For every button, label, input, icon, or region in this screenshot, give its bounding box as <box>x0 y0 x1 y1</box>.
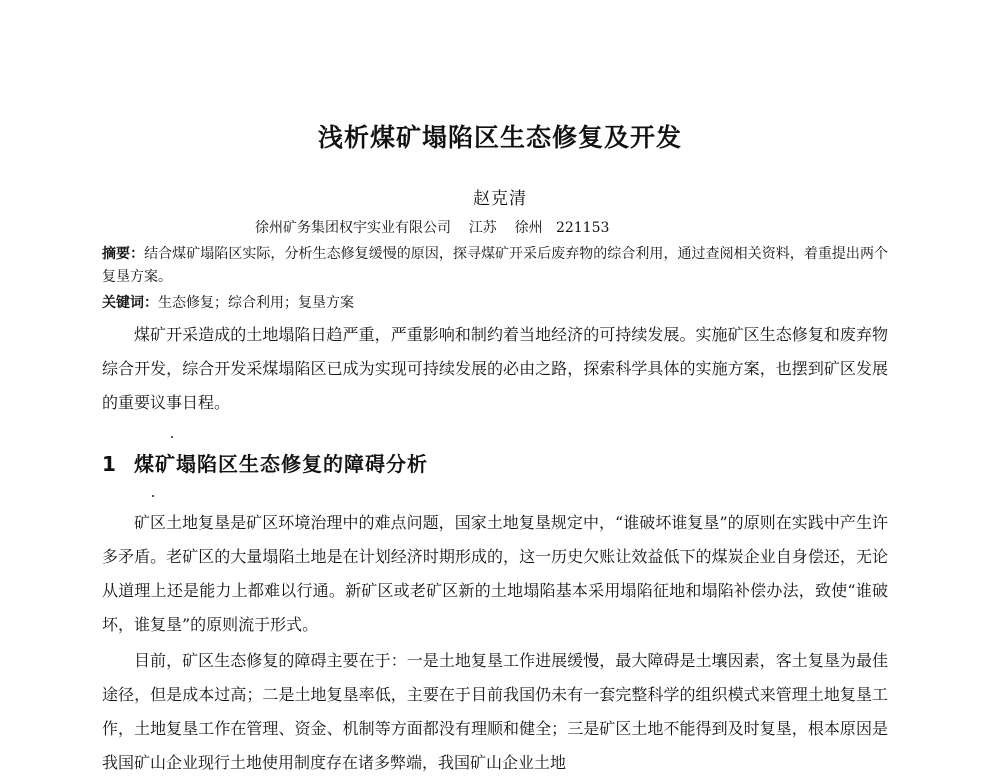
section-heading <box>102 448 428 477</box>
intro-paragraph: 煤矿开采造成的土地塌陷日趋严重，严重影响和制约着当地经济的可持续发展。实施矿区生态修复和废弃物综合开发，综合开发采煤塌陷区已成为实现可持续发展的必由之路，探索科学具体的实施方案，也摆到矿区发展的重要议事日程。 <box>102 325 888 412</box>
keywords-text: 生态修复；综合利用；复垦方案 <box>158 295 354 311</box>
section-number: 1 <box>102 452 117 476</box>
scan-speck <box>171 436 173 438</box>
paper-title: 浅析煤矿塌陷区生态修复及开发 <box>317 123 682 152</box>
abstract-label: 摘要： <box>102 246 145 262</box>
body-paragraph: 目前，矿区生态修复的障碍主要在于：一是土地复垦工作进展缓慢，最大障碍是土壤因素，客土复垦为最佳途径，但是成本过高；二是土地复垦率低，主要在于目前我国仍未有一套完整科学的组织模式来管理土地复垦工作，土地复垦工作在管理、资金、机制等方面都没有理顺和健全；三是矿区土地不能得到及时复垦，根本原因是我国矿山企业现行土地使用制度存在诸多弊端，我国矿山企业土地 <box>102 651 888 772</box>
keywords-label: 关键词： <box>102 295 158 311</box>
scan-speck <box>152 495 154 497</box>
author-name: 赵克清 <box>473 189 527 209</box>
author-affiliation: 徐州矿务集团权宇实业有限公司 江苏 徐州 221153 <box>255 220 610 236</box>
section-title: 煤矿塌陷区生态修复的障碍分析 <box>134 452 428 476</box>
abstract-text: 结合煤矿塌陷区实际，分析生态修复缓慢的原因，探寻煤矿开采后废弃物的综合利用，通过查阅相关资料，着重提出两个复垦方案。 <box>102 246 888 285</box>
keywords <box>102 292 354 312</box>
body-paragraph: 矿区土地复垦是矿区环境治理中的难点问题，国家土地复垦规定中，“谁破坏谁复垦”的原则在实践中产生许多矛盾。老矿区的大量塌陷土地是在计划经济时期形成的，这一历史欠账让效益低下的煤炭企业自身偿还，无论从道理上还是能力上都难以行通。新矿区或老矿区新的土地塌陷基本采用塌陷征地和塌陷补偿办法，致使“谁破坏，谁复垦”的原则流于形式。 <box>102 513 888 634</box>
abstract <box>102 243 888 289</box>
